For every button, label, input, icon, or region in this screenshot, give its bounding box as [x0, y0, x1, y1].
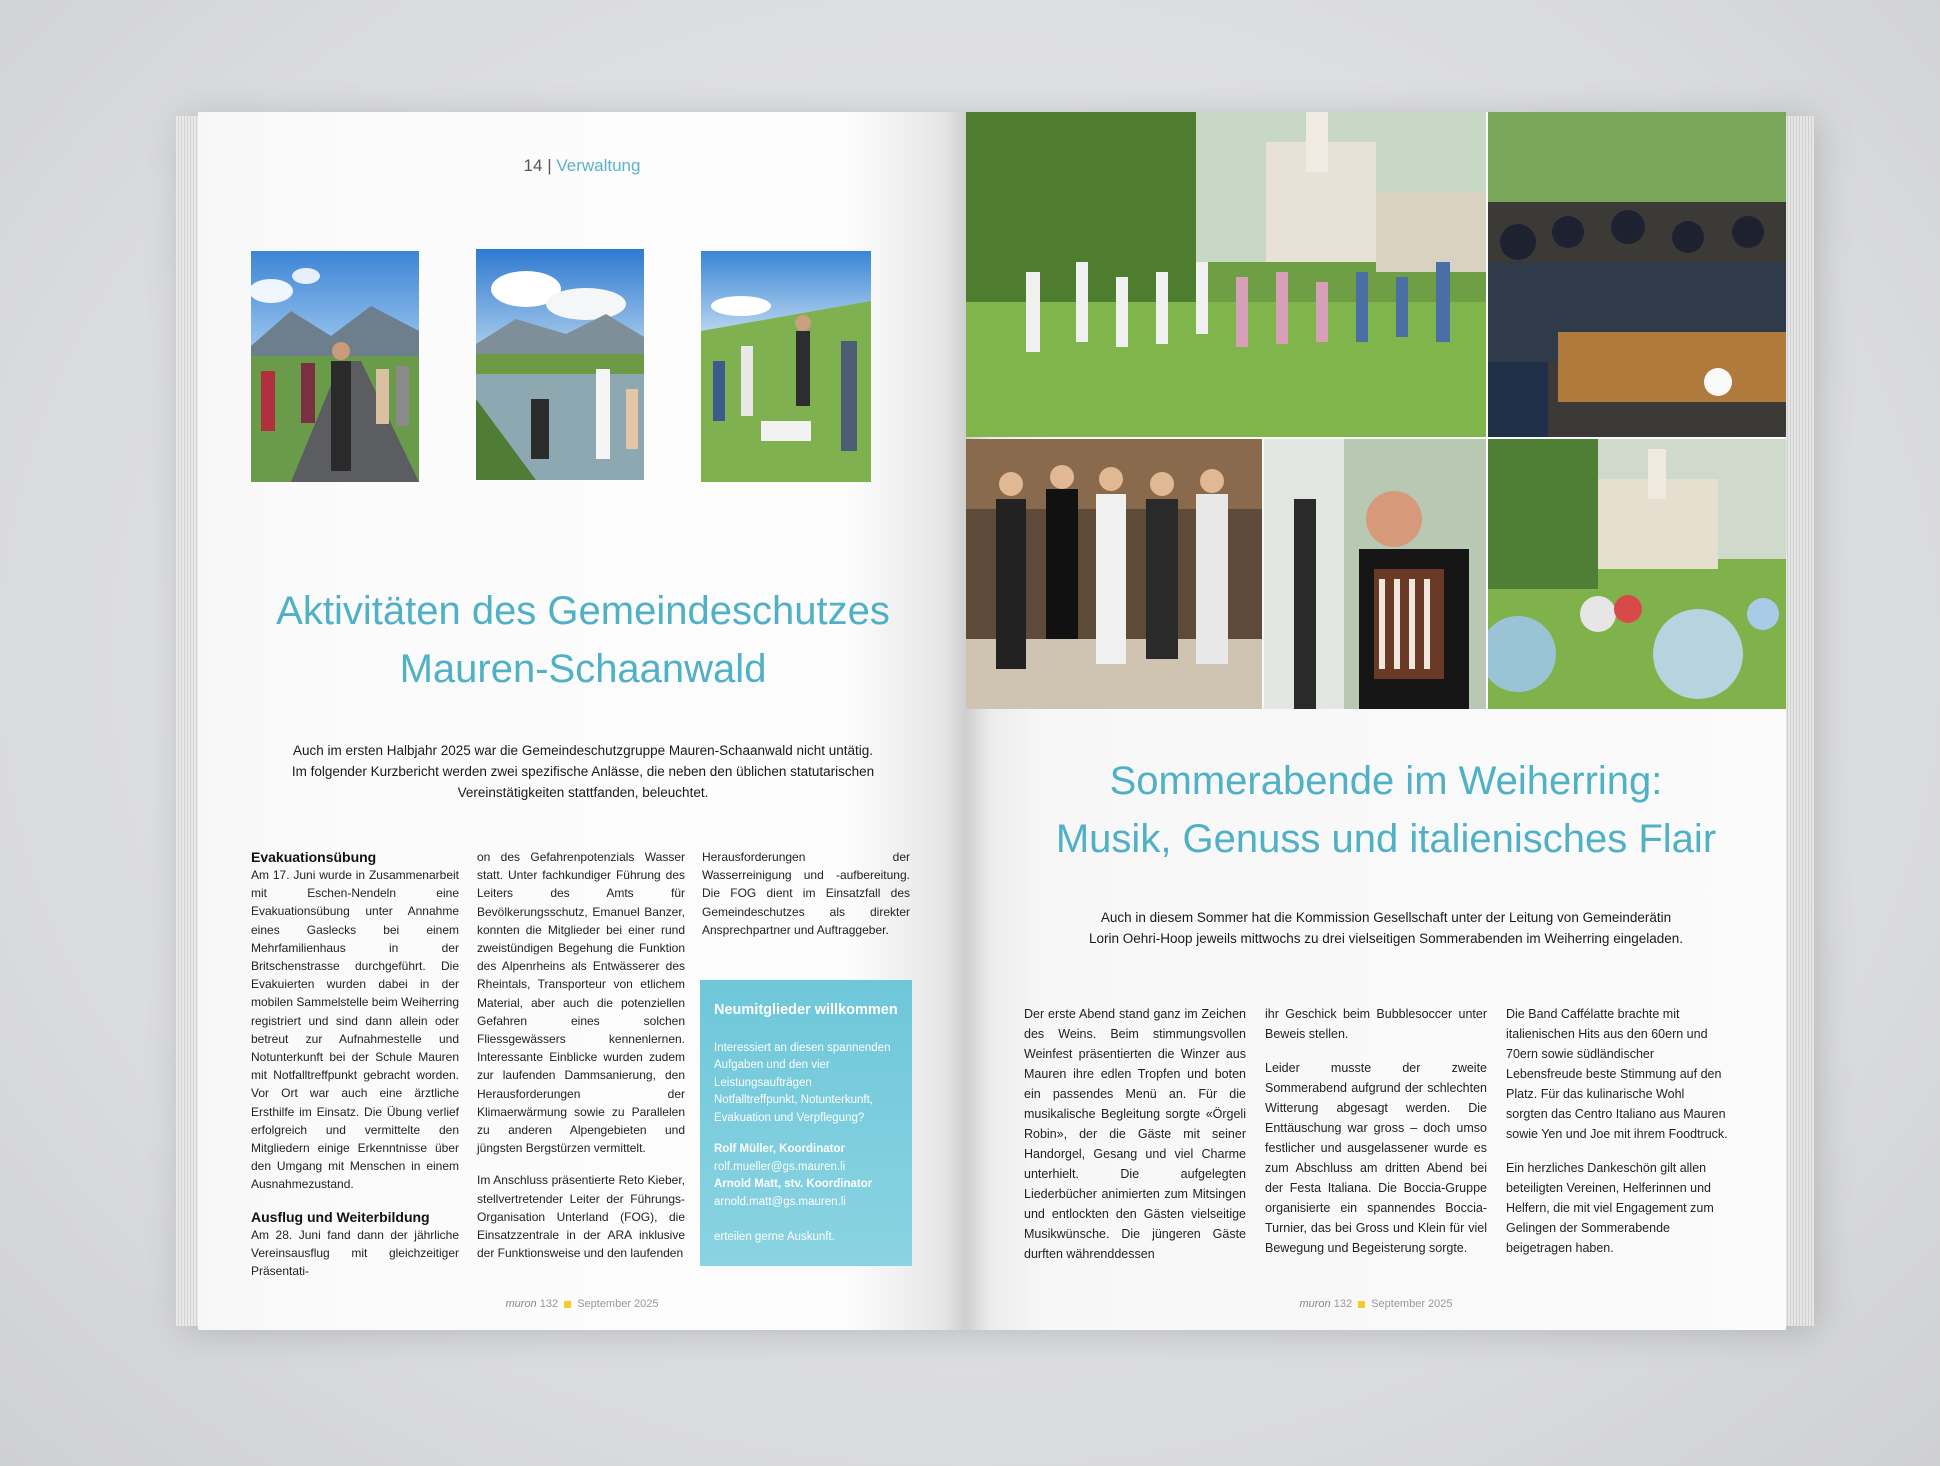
contact-name: Rolf Müller, Koordinator	[714, 1143, 845, 1155]
paragraph: Herausforderungen der Wasserreinigung und -aufbereitung. Die FOG dient im Einsatzfall des Gemeindeschutzes als direkter Ansprechpartner und Auftraggeber.	[702, 850, 910, 937]
heading-evacuation: Evakuationsübung	[251, 849, 377, 865]
right-page	[966, 112, 1786, 1330]
title-line-1: Sommerabende im Weiherring:	[1109, 759, 1663, 803]
header-separator: |	[547, 156, 552, 175]
photo-accordion-player	[1264, 439, 1486, 709]
photo-field-group	[701, 251, 871, 482]
right-column-1	[1024, 1004, 1246, 1278]
issue-number: 132	[1333, 1298, 1353, 1310]
article-title	[238, 582, 928, 698]
footer-dot	[564, 1301, 571, 1308]
new-members-infobox	[700, 980, 912, 1266]
issue-date: September 2025	[577, 1298, 659, 1310]
paragraph: Am 28. Juni fand dann der jährliche Vereinsausflug mit gleichzeitiger Präsentati-	[251, 1227, 459, 1279]
magazine-brand: muron	[1299, 1298, 1331, 1310]
page-footer-left	[198, 1298, 966, 1310]
article-title	[1006, 752, 1766, 868]
page-edges-right	[1782, 116, 1814, 1326]
lead-line-1: Auch im ersten Halbjahr 2025 war die Gemeindeschutzgruppe Mauren-Schaanwald nicht untätig.	[292, 743, 874, 758]
heading-excursion: Ausflug und Weiterbildung	[251, 1208, 430, 1225]
paragraph: on des Gefahrenpotenzials Wasser statt. Unter fachkundiger Führung des Leiters des Amts für Bevölkerungsschutz, Emanuel Banzer, konnten die Mitglieder bei einer rund zweistündigen Begehung die Funktion des Alpenrheins als Entwässerer des Rheintals, Transporteur von etlichem Material, aber auch die potenziellen Gefahren eines solchen Fliessgewässers kennenlernen. Interessante Einblicke wurden zudem zur laufenden Dammsanierung, den Herausforderungen der Klimaerwärmung sowie zu Parallelen zu anderen Alpengebieten und jüngsten Bergstürzen vermittelt.	[477, 850, 685, 1156]
section-name: Verwaltung	[556, 156, 641, 175]
title-line-1: Aktivitäten des Gemeindeschutzes	[276, 589, 890, 633]
lead-line-1: Auch in diesem Sommer hat die Kommission Gesellschaft unter der Leitung von Gemeinderätin	[1100, 910, 1672, 925]
photo-crowd-table	[1488, 112, 1786, 437]
title-line-2: Mauren-Schaanwald	[399, 647, 767, 691]
page-footer-right	[966, 1298, 1786, 1310]
infobox-title: Neumitglieder willkommen	[714, 1002, 898, 1018]
article-lead	[238, 740, 928, 803]
infobox-text: Interessiert an diesen spannenden Aufgaben und den vier Leistungsaufträgen Notfalltreffpunkt, Notunterkunft, Evakuation und Verpflegung?	[714, 1041, 891, 1124]
issue-number: 132	[539, 1298, 559, 1310]
infobox-closing: erteilen gerne Auskunft.	[714, 1231, 835, 1243]
lead-line-3: Vereinstätigkeiten stattfanden, beleuchtet.	[457, 785, 709, 800]
paragraph: Die Band Caffélatte brachte mit italienischen Hits aus den 60ern und 70ern sowie südländischer Lebensfreude beste Stimmung auf den Platz. Für das kulinarische Wohl sorgten das Centro Italiano aus Mauren sowie Yen und Joe mit ihrem Foodtruck.	[1506, 1007, 1728, 1141]
article-lead	[1006, 907, 1766, 949]
contact-name: Arnold Matt, stv. Koordinator	[714, 1178, 873, 1190]
left-page	[198, 112, 966, 1330]
photo-children-jumping	[966, 112, 1486, 437]
issue-date: September 2025	[1371, 1298, 1453, 1310]
page-header	[198, 156, 966, 176]
paragraph: Leider musste der zweite Sommerabend aufgrund der schlechten Witterung abgesagt werden. Die Enttäuschung war gross – doch umso festlicher und ausgelassener wurde es zum Abschluss am dritten Abend bei der Festa Italiana. Die Boccia-Gruppe organisierte ein spannendes Boccia-Turnier, das bei Gross und Klein für viel Bewegung und Begeisterung sorgte.	[1265, 1061, 1487, 1255]
photo-bubble-soccer	[1488, 439, 1786, 709]
right-column-3	[1506, 1004, 1728, 1272]
left-column-2	[477, 848, 685, 1276]
lead-line-2: Lorin Oehri-Hoop jeweils mittwochs zu drei vielseitigen Sommerabenden im Weiherring eingeladen.	[1088, 931, 1684, 946]
paragraph: Der erste Abend stand ganz im Zeichen des Weins. Beim stimmungsvollen Weinfest präsentierten die Winzer aus Mauren ihre edlen Tropfen und boten ein passendes Menü an. Für die musikalische Begleitung sorgte «Örgeli Robin», der die Gäste mit seiner Handorgel, Gesang und viel Charme unterhielt. Die aufgelegten Liederbücher animierten zum Mitsingen und entlockten den Gästen vielseitige Musikwünsche. Die jüngeren Gäste durften währenddessen	[1024, 1007, 1246, 1261]
left-column-1	[251, 848, 459, 1294]
magazine-brand: muron	[505, 1298, 537, 1310]
paragraph: Ein herzliches Dankeschön gilt allen beteiligten Vereinen, Helferinnen und Helfern, die mit viel Engagement zum Gelingen der Sommerabende beigetragen haben.	[1506, 1161, 1714, 1255]
lead-line-2: Im folgender Kurzbericht werden zwei spezifische Anlässe, die neben den üblichen statutarischen	[291, 764, 875, 779]
footer-dot	[1358, 1301, 1365, 1308]
photo-band-performance	[966, 439, 1262, 709]
title-line-2: Musik, Genuss und italienisches Flair	[1055, 817, 1717, 861]
contact-email-link[interactable]: rolf.mueller@gs.mauren.li	[714, 1160, 846, 1173]
contact-email-link[interactable]: arnold.matt@gs.mauren.li	[714, 1195, 846, 1208]
right-column-2	[1265, 1004, 1487, 1272]
page-number: 14	[523, 156, 543, 175]
photo-evacuation-walk	[251, 251, 419, 482]
photo-rhine-dam	[476, 249, 644, 480]
left-column-3	[702, 848, 910, 953]
paragraph: ihr Geschick beim Bubblesoccer unter Beweis stellen.	[1265, 1007, 1487, 1041]
paragraph: Im Anschluss präsentierte Reto Kieber, stellvertretender Leiter der Führungs-Organisation Unterland (FOG), die Einsatzzentrale in der ARA inklusive der Funktionsweise und den laufenden	[477, 1173, 685, 1261]
paragraph: Am 17. Juni wurde in Zusammenarbeit mit Eschen-Nendeln eine Evakuationsübung unter Annahme eines Gaslecks bei einem Mehrfamilienhaus in der Britschenstrasse durchgeführt. Die Evakuierten wurden dabei in der mobilen Sammelstelle beim Weiherring registriert und sind dann allein oder betreut zur Aufnahmestelle und Notunterkunft bei der Schule Mauren mit Notfalltreffpunkt gebracht worden. Vor Ort war auch eine ärztliche Ersthilfe im Einsatz. Die Übung verlief erfolgreich und vermittelte den Mitgliedern einige Erkenntnisse über den Umgang mit Menschen in einem Ausnahmezustand.	[251, 868, 459, 1192]
